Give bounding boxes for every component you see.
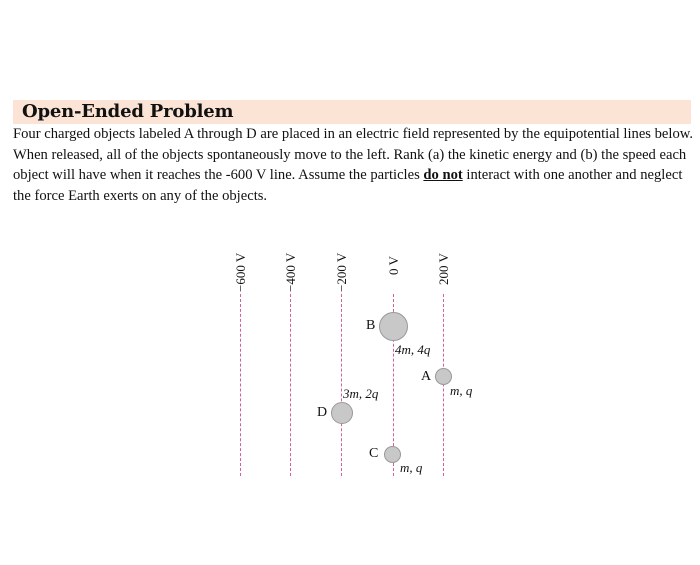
object-a-label: A (421, 369, 432, 384)
line-label-200: 200 V (436, 253, 451, 285)
equipotential-line-neg400 (290, 294, 291, 476)
problem-title: Open-Ended Problem (22, 101, 234, 122)
object-c-props: m, q (400, 460, 423, 475)
line-label-neg600: −600 V (233, 252, 248, 292)
object-b-ball (379, 312, 408, 341)
object-c-label: C (369, 446, 379, 461)
object-c-ball (384, 446, 401, 463)
object-b-label: B (366, 318, 376, 333)
equipotential-line-neg600 (240, 294, 241, 476)
statement-part-1: Four charged objects labeled A through D are placed in an electric field represented by the equipotential lines below. When released, all of the objects spontaneously move to the left. Rank (a) the kinetic energy and (b) the speed each object will have when it reaches the -600 V line. Assume the particles (13, 126, 693, 184)
line-label-neg200: −200 V (334, 252, 349, 292)
emphasis-do-not: do not (423, 167, 463, 184)
object-d-label: D (317, 405, 328, 420)
line-label-neg400: −400 V (283, 252, 298, 292)
equipotential-line-200 (443, 294, 444, 476)
object-d-props: 3m, 2q (343, 386, 379, 401)
equipotential-line-neg200 (341, 294, 342, 476)
statement-part-2: interact with one another and neglect the force Earth exerts on any of the objects. (13, 167, 683, 204)
line-label-0: 0 V (386, 256, 401, 275)
object-d-ball (331, 402, 353, 424)
object-b-props: 4m, 4q (395, 342, 431, 357)
object-a-props: m, q (450, 383, 473, 398)
